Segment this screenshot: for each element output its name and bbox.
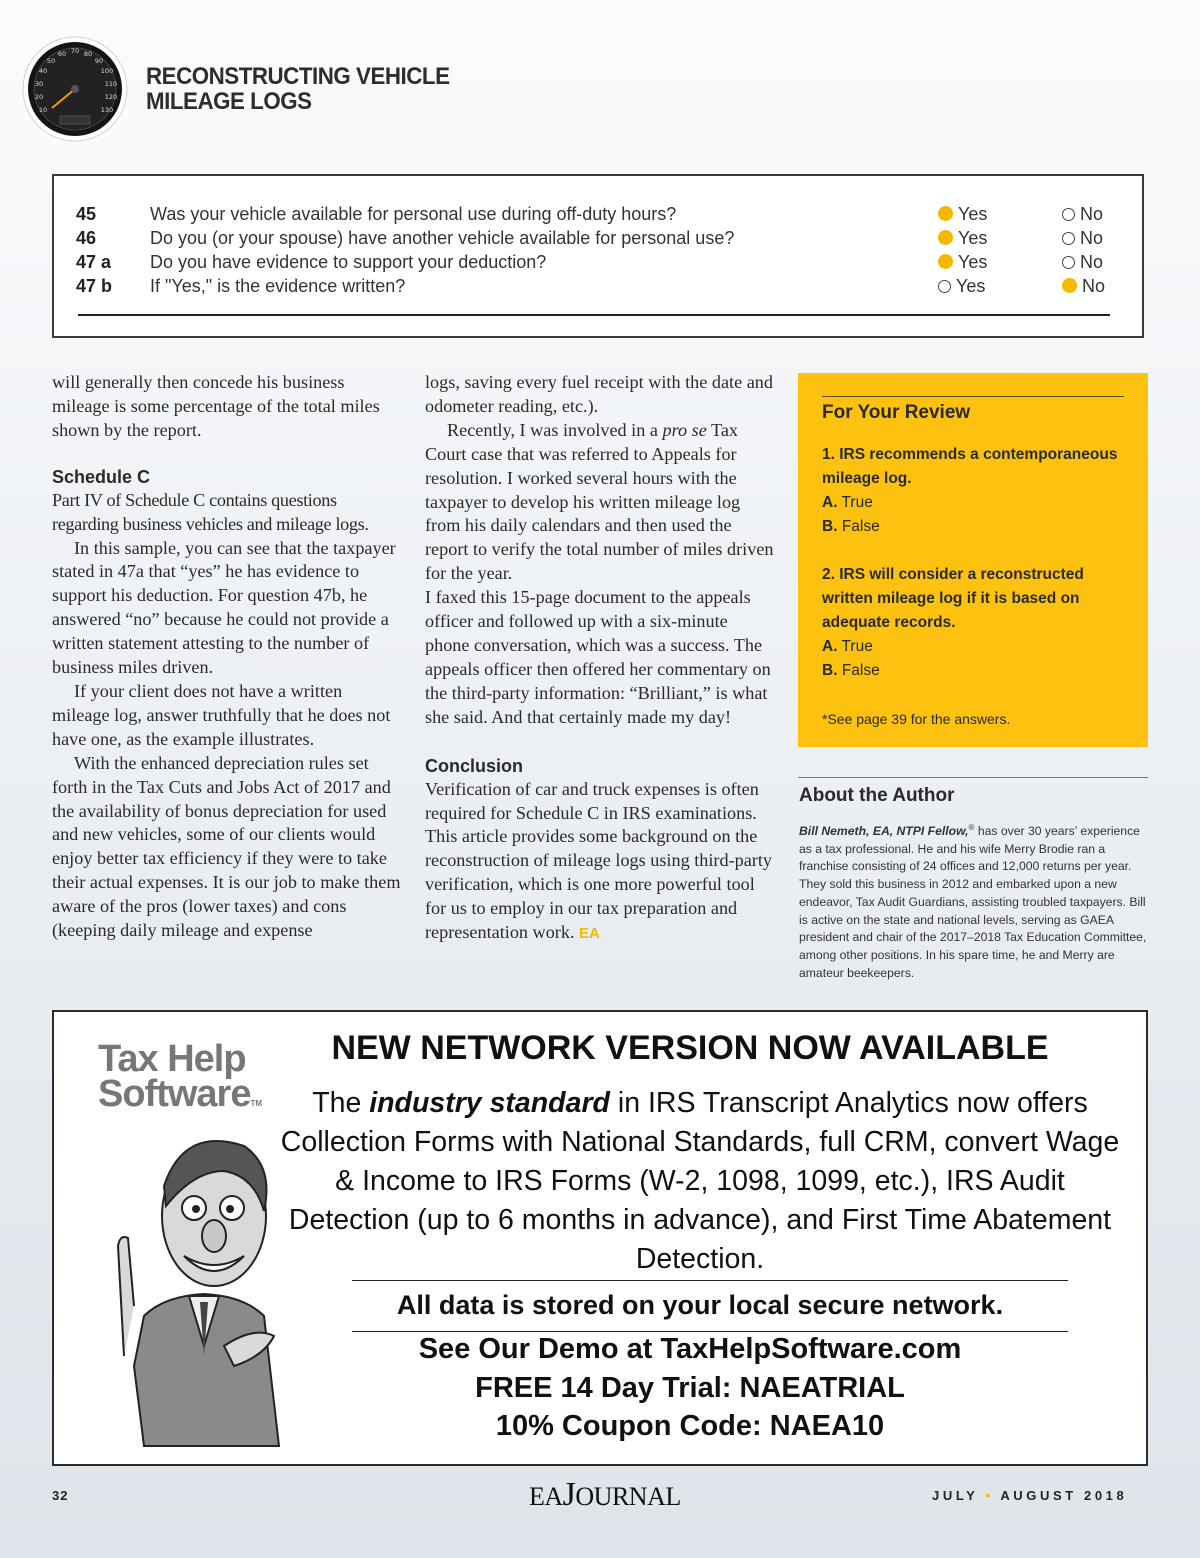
- about-author-title: About the Author: [799, 785, 955, 806]
- trademark: TM: [250, 1099, 263, 1108]
- radio-empty-icon: [1062, 256, 1075, 269]
- svg-text:30: 30: [34, 80, 44, 88]
- ad-divider: [352, 1280, 1068, 1281]
- form-row-number: 45: [76, 204, 97, 224]
- about-author-bio: [799, 819, 1149, 982]
- yes-label: Yes: [958, 252, 988, 272]
- review-box: [798, 373, 1148, 747]
- ad-trial-code: FREE 14 Day Trial: NAEATRIAL: [475, 1372, 905, 1404]
- form-row-47b: [76, 276, 1136, 300]
- section-title-line1: RECONSTRUCTING VEHICLE: [146, 63, 450, 90]
- text: Verification of car and truck expenses is often required for Schedule C in IRS examinations. This article provides some background on the reconstruction of mileage logs using third-party verification, which is one more powerful tool for us to employ in our tax preparation and representation work.: [425, 778, 772, 943]
- emphasis-text: industry standard: [369, 1087, 610, 1119]
- svg-text:70: 70: [70, 47, 80, 55]
- radio-empty-icon: [1062, 208, 1075, 221]
- review-questions: [822, 443, 1132, 731]
- logo-ournal: OURNAL: [575, 1482, 681, 1511]
- end-mark: EA: [579, 925, 600, 943]
- ad-body-text: [280, 1084, 1120, 1279]
- yes-label: Yes: [958, 228, 988, 248]
- paragraph: With the enhanced depreciation rules set forth in the Tax Cuts and Jobs Act of 2017 and the availability of bonus depreciation for used and new vehicles, some of our clients would enjoy better tax efficiency if they were to take their actual expenses. It is our job to make them aware of the pros (lower taxes) and cons (keeping daily mileage and expense: [52, 752, 401, 941]
- form-yes-option[interactable]: [938, 228, 987, 249]
- form-row-46: [76, 228, 1136, 252]
- ad-headline: NEW NETWORK VERSION NOW AVAILABLE: [331, 1029, 1049, 1067]
- paragraph: Part IV of Schedule C contains questions regarding business vehicles and mileage logs.: [52, 489, 369, 534]
- form-row-question: If "Yes," is the evidence written?: [150, 276, 406, 296]
- review-answer-note: *See page 39 for the answers.: [822, 711, 1011, 727]
- paragraph: [425, 778, 775, 946]
- option-letter: B.: [822, 662, 838, 679]
- text: Tax Court case that was referred to Appeals for resolution. I worked several hours with the taxpayer to develop his written mileage log from his daily calendars and then used the report to verify the total number of miles driven for the year.: [425, 419, 774, 584]
- registered-mark: ®: [968, 823, 975, 832]
- radio-selected-icon: [938, 206, 953, 221]
- form-yes-option[interactable]: [938, 252, 987, 273]
- issue-date: [932, 1488, 1127, 1503]
- form-yes-option[interactable]: [938, 276, 985, 297]
- option-letter: A.: [822, 494, 838, 511]
- svg-text:120: 120: [104, 93, 118, 101]
- radio-empty-icon: [1062, 232, 1075, 245]
- logo-line-2: Software: [98, 1073, 251, 1115]
- review-option[interactable]: [822, 491, 1132, 515]
- text: The: [312, 1087, 370, 1119]
- author-bio-text: has over 30 years’ experience as a tax professional. He and his wife Merry Brodie ran a franchise consisting of 24 offices and 12,000 returns per year. They sold this business in 2012 and embarked upon a new endeavor, Tax Audit Guardians, assisting troubled taxpayers. Bill is active on the state and national levels, serving as GAEA president and chair of the 2017–2018 Tax Education Committee, among other positions. In his spare time, he and Merry are amateur beekeepers.: [799, 824, 1147, 980]
- svg-text:60: 60: [57, 50, 67, 58]
- form-yes-option[interactable]: [938, 204, 987, 225]
- form-row-number: 47 b: [76, 276, 113, 296]
- review-question-1: 1. IRS recommends a contemporaneous mileage log.: [822, 446, 1118, 487]
- option-text: False: [841, 662, 880, 679]
- option-text: False: [841, 518, 880, 535]
- paragraph: will generally then concede his business mileage is some percentage of the total miles shown by the report.: [52, 372, 380, 440]
- form-no-option[interactable]: [1062, 204, 1103, 225]
- issue-month-1: JULY: [932, 1488, 979, 1503]
- svg-text:100: 100: [100, 67, 114, 75]
- logo-line-1: Tax Help: [98, 1038, 246, 1080]
- ad-divider: [352, 1331, 1068, 1332]
- form-no-option[interactable]: [1062, 252, 1103, 273]
- logo-ea: EA: [529, 1482, 563, 1511]
- logo-j: J: [562, 1476, 576, 1513]
- option-letter: B.: [822, 518, 838, 535]
- form-row-47a: [76, 252, 1136, 276]
- review-question-2: 2. IRS will consider a reconstructed written mileage log if it is based on adequate records.: [822, 566, 1084, 631]
- separator-dot: •: [985, 1488, 994, 1503]
- about-divider: [798, 777, 1148, 778]
- svg-text:10: 10: [38, 106, 48, 114]
- heading-conclusion: Conclusion: [425, 755, 523, 776]
- form-row-number: 46: [76, 228, 97, 248]
- paragraph: I faxed this 15-page document to the appeals officer and followed up with a six-minute phone conversation, which was a success. The appeals officer then offered her commentary on the third-party information: “Brilliant,” is what she said. And that certainly made my day!: [425, 587, 771, 727]
- radio-selected-icon: [938, 254, 953, 269]
- tax-help-software-logo: [98, 1038, 263, 1121]
- no-label: No: [1080, 252, 1104, 272]
- review-divider: [822, 396, 1124, 397]
- section-title: [146, 64, 450, 114]
- radio-selected-icon: [938, 230, 953, 245]
- svg-text:130: 130: [100, 106, 114, 114]
- paragraph: If your client does not have a written mileage log, answer truthfully that he does not have one, as the example illustrates.: [52, 680, 391, 749]
- article-column-2: [425, 371, 775, 946]
- text: in IRS Transcript Analytics now offers Collection Forms with National Standards, full CRM, convert Wage & Income to IRS Forms (W-2, 1098, 1099, etc.), IRS Audit Detection (up to 6 months in advance), and First Time Abatement Detection.: [280, 1087, 1120, 1275]
- radio-selected-icon: [1062, 278, 1077, 293]
- paragraph: logs, saving every fuel receipt with the date and odometer reading, etc.).: [425, 372, 773, 416]
- svg-text:110: 110: [104, 80, 118, 88]
- review-option[interactable]: [822, 635, 1132, 659]
- schedule-c-form-excerpt: [52, 174, 1144, 338]
- italic-text: pro se: [662, 419, 707, 440]
- ea-journal-logo: [529, 1476, 681, 1514]
- option-letter: A.: [822, 638, 838, 655]
- speedometer-icon: [22, 36, 128, 142]
- heading-schedule-c: Schedule C: [52, 466, 151, 487]
- ad-coupon-code: 10% Coupon Code: NAEA10: [495, 1410, 885, 1442]
- form-row-45: [76, 204, 1136, 228]
- svg-text:80: 80: [83, 50, 93, 58]
- review-option[interactable]: [822, 515, 1132, 539]
- form-row-number: 47 a: [76, 252, 112, 272]
- paragraph: [425, 419, 775, 586]
- section-title-line2: MILEAGE LOGS: [146, 88, 312, 115]
- form-divider: [78, 314, 1110, 316]
- ad-secure-line: All data is stored on your local secure network.: [396, 1290, 1004, 1320]
- issue-month-2: AUGUST 2018: [1000, 1488, 1128, 1503]
- yes-label: Yes: [958, 204, 988, 224]
- article-column-1: [52, 371, 404, 943]
- svg-text:90: 90: [94, 57, 104, 65]
- ad-demo-link[interactable]: See Our Demo at TaxHelpSoftware.com: [418, 1333, 962, 1365]
- review-title: For Your Review: [822, 402, 971, 423]
- svg-text:40: 40: [38, 67, 48, 75]
- form-row-question: Do you have evidence to support your deduction?: [150, 252, 547, 272]
- option-text: True: [841, 494, 873, 511]
- author-name: Bill Nemeth, EA, NTPI Fellow,: [799, 824, 969, 839]
- page-number: 32: [52, 1488, 69, 1503]
- form-row-question: Do you (or your spouse) have another vehicle available for personal use?: [150, 228, 735, 248]
- text: Recently, I was involved in a: [447, 419, 663, 440]
- svg-text:20: 20: [34, 93, 44, 101]
- review-option[interactable]: [822, 659, 1132, 683]
- paragraph: In this sample, you can see that the taxpayer stated in 47a that “yes” he has evidence to support his deduction. For question 47b, he answered “no” because he could not provide a written statement attesting to the number of business miles driven.: [52, 537, 396, 678]
- svg-text:50: 50: [46, 57, 56, 65]
- no-label: No: [1082, 276, 1106, 296]
- form-row-question: Was your vehicle available for personal use during off-duty hours?: [150, 204, 677, 224]
- no-label: No: [1080, 204, 1104, 224]
- form-no-option[interactable]: [1062, 228, 1103, 249]
- yes-label: Yes: [956, 276, 986, 296]
- form-no-option[interactable]: [1062, 276, 1105, 297]
- no-label: No: [1080, 228, 1104, 248]
- cartoon-mascot-illustration: [104, 1116, 304, 1456]
- radio-empty-icon: [938, 280, 951, 293]
- option-text: True: [841, 638, 873, 655]
